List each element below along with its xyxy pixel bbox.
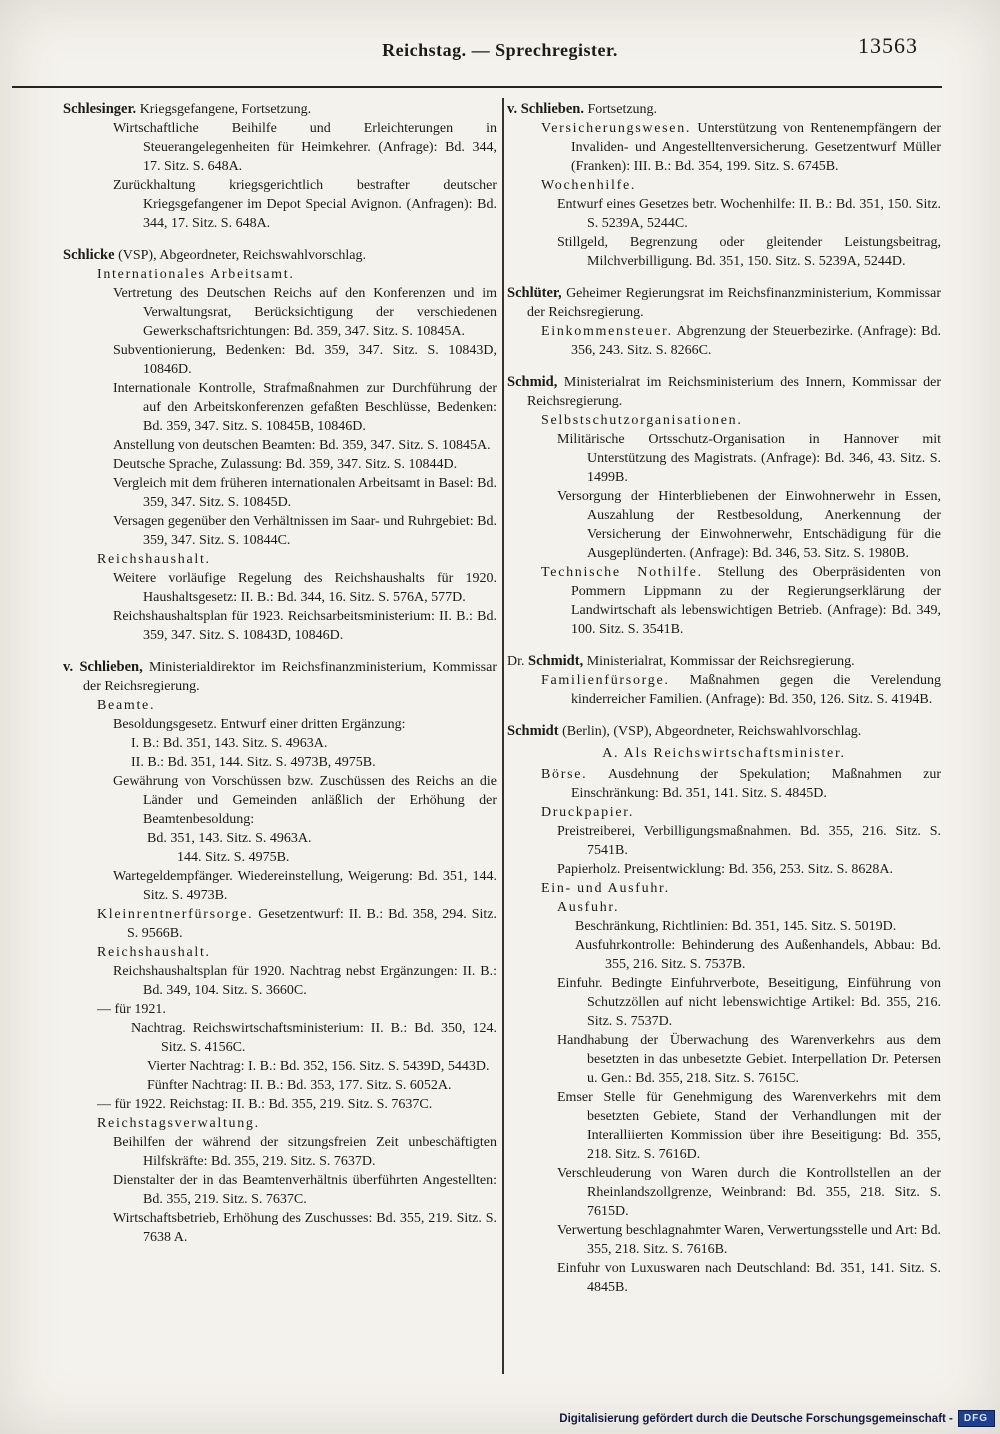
dfg-logo: DFG bbox=[958, 1410, 995, 1427]
entry-head-name: Schmid, bbox=[507, 374, 558, 390]
entry-line: Wirtschaftliche Beihilfe und Erleichterungen in Steuerangelegenheiten für Heimkehrer. (Anfrage): Bd. 344, 17. Sitz. S. 648A. bbox=[113, 121, 497, 174]
spaced-subject: Selbstschutzorganisationen. bbox=[541, 413, 743, 428]
header-rule bbox=[12, 86, 942, 88]
spaced-subject: Reichshaushalt. bbox=[97, 945, 211, 960]
entry-line: Nachtrag. Reichswirtschaftsministerium: II. B.: Bd. 350, 124. Sitz. S. 4156C. bbox=[131, 1021, 497, 1055]
spaced-subject: Börse. bbox=[541, 767, 588, 782]
entry-head: Dr. Schmidt, Ministerialrat, Kommissar der Reichsregierung. bbox=[507, 653, 855, 669]
entry-line: Beihilfen der während der sitzungsfreien Zeit unbeschäftigten Hilfskräfte: Bd. 355, 219. Sitz. S. 7637D. bbox=[113, 1135, 497, 1169]
index-columns bbox=[63, 98, 941, 1374]
entry-subject-heading bbox=[507, 411, 941, 430]
entry-line: 144. Sitz. S. 4975B. bbox=[177, 850, 290, 865]
spaced-subject: Druckpapier. bbox=[541, 805, 635, 820]
page-header-title: Reichstag. — Sprechregister. bbox=[382, 40, 618, 60]
spaced-subject: Internationales Arbeitsamt. bbox=[97, 267, 295, 282]
entry-line: Besoldungsgesetz. Entwurf einer dritten Ergänzung: bbox=[113, 717, 406, 732]
index-entry bbox=[507, 100, 941, 271]
entry-line: Anstellung von deutschen Beamten: Bd. 359, 347. Sitz. S. 10845A. bbox=[113, 438, 491, 453]
entry-line: Börse. Ausdehnung der Spekulation; Maßnahmen zur Einschränkung: Bd. 351, 141. Sitz. S. 4845D. bbox=[541, 767, 941, 801]
entry-line: Stillgeld, Begrenzung oder gleitender Leistungsbeitrag, Milchverbilligung. Bd. 351, 150. Sitz. S. 5239A, 5244D. bbox=[557, 235, 941, 269]
entry-line: Subventionierung, Bedenken: Bd. 359, 347. Sitz. S. 10843D, 10846D. bbox=[113, 343, 497, 377]
entry-subject-heading bbox=[507, 898, 941, 917]
entry-line: — für 1921. bbox=[97, 1002, 166, 1017]
entry-head-name: Schlüter, bbox=[507, 285, 562, 301]
entry-line: Entwurf eines Gesetzes betr. Wochenhilfe: II. B.: Bd. 351, 150. Sitz. S. 5239A, 5244C. bbox=[557, 197, 941, 231]
entry-line: — für 1922. Reichstag: II. B.: Bd. 355, 219. Sitz. S. 7637C. bbox=[97, 1097, 433, 1112]
entry-line: Militärische Ortsschutz-Organisation in Hannover mit Unterstützung des Magistrats. (Anfrage): Bd. 346, 43. Sitz. S. 1499B. bbox=[557, 432, 941, 485]
entry-line: Versagen gegenüber den Verhältnissen im Saar- und Ruhrgebiet: Bd. 359, 347. Sitz. S. 10844C. bbox=[113, 514, 497, 548]
spaced-subject: Kleinrentnerfürsorge. bbox=[97, 907, 254, 922]
entry-head-name: v. Schlieben. bbox=[507, 101, 584, 117]
entry-subject-heading bbox=[63, 265, 497, 284]
spaced-subject: Ein- und Ausfuhr. bbox=[541, 881, 670, 896]
entry-line: II. B.: Bd. 351, 144. Sitz. S. 4973B, 4975B. bbox=[131, 755, 376, 770]
entry-head-name: Schlicke bbox=[63, 247, 115, 263]
entry-line: Wartegeldempfänger. Wiedereinstellung, Weigerung: Bd. 351, 144. Sitz. S. 4973B. bbox=[113, 869, 497, 903]
spaced-subject: Wochenhilfe. bbox=[541, 178, 637, 193]
footer-text: Digitalisierung gefördert durch die Deutsche Forschungsgemeinschaft - bbox=[559, 1412, 953, 1425]
spaced-subject: Reichshaushalt. bbox=[97, 552, 211, 567]
entry-line: Verschleuderung von Waren durch die Kontrollstellen an der Rheinlandszollgrenze, Weinbrand: Bd. 355, 218. Sitz. S. 7615D. bbox=[557, 1166, 941, 1219]
entry-line: I. B.: Bd. 351, 143. Sitz. S. 4963A. bbox=[131, 736, 328, 751]
entry-head-name: v. Schlieben, bbox=[63, 659, 143, 675]
entry-head: Schlicke (VSP), Abgeordneter, Reichswahlvorschlag. bbox=[63, 247, 366, 263]
entry-head-name: Schlesinger. bbox=[63, 101, 137, 117]
entry-line: Einfuhr. Bedingte Einfuhrverbote, Beseitigung, Einführung von Schutzzöllen auf nicht lebenswichtige Artikel: Bd. 355, 216. Sitz. S. 7537D. bbox=[557, 976, 941, 1029]
index-entry bbox=[63, 658, 497, 1247]
entry-line: Preistreiberei, Verbilligungsmaßnahmen. Bd. 355, 216. Sitz. S. 7541B. bbox=[557, 824, 941, 858]
entry-head-name: Schmidt, bbox=[528, 653, 584, 669]
column-divider bbox=[502, 98, 504, 1374]
entry-line: Einfuhr von Luxuswaren nach Deutschland: Bd. 351, 141. Sitz. S. 4845B. bbox=[557, 1261, 941, 1295]
index-entry bbox=[507, 652, 941, 709]
spaced-subject: Versicherungswesen. bbox=[541, 121, 692, 136]
index-entry bbox=[63, 100, 497, 233]
index-entry bbox=[507, 284, 941, 360]
entry-subject-heading bbox=[507, 803, 941, 822]
entry-line: Versorgung der Hinterbliebenen der Einwohnerwehr in Essen, Auszahlung der Restbesoldung, Anerkennung der Versicherung der Einwohnerwehr, Entschädigung für die Ausgeplünderten. (Anfrage): Bd. 346, 53. Sitz. S. 1980B. bbox=[557, 489, 941, 561]
page-number: 13563 bbox=[858, 33, 918, 58]
spaced-subject: Beamte. bbox=[97, 698, 156, 713]
entry-subject-heading bbox=[507, 879, 941, 898]
entry-subject-heading bbox=[63, 1114, 497, 1133]
index-entry bbox=[63, 246, 497, 645]
index-entry bbox=[507, 722, 941, 1297]
entry-line: Familienfürsorge. Maßnahmen gegen die Verelendung kinderreicher Familien. (Anfrage): Bd. 350, 126. Sitz. S. 4194B. bbox=[541, 673, 941, 707]
entry-line: Einkommensteuer. Abgrenzung der Steuerbezirke. (Anfrage): Bd. 356, 243. Sitz. S. 8266C. bbox=[541, 324, 941, 358]
entry-line: Zurückhaltung kriegsgerichtlich bestrafter deutscher Kriegsgefangener im Depot Special Avignon. (Anfragen): Bd. 344, 17. Sitz. S. 648A. bbox=[113, 178, 497, 231]
entry-head-name: Schmidt bbox=[507, 723, 559, 739]
entry-line: Versicherungswesen. Unterstützung von Rentenempfängern der Invaliden- und Angestelltenversicherung. Gesetzentwurf Müller (Franken): III. B.: Bd. 354, 199. Sitz. S. 6745B. bbox=[541, 121, 941, 174]
spaced-subject: A. Als Reichswirtschaftsminister. bbox=[602, 746, 846, 761]
digitization-footer bbox=[559, 1410, 995, 1427]
entry-line: Beschränkung, Richtlinien: Bd. 351, 145. Sitz. S. 5019D. bbox=[575, 919, 897, 934]
entry-line: Technische Nothilfe. Stellung des Oberpräsidenten von Pommern Lippmann zu der Regierungserklärung der Landwirtschaft als lebenswichtigen Betrieb. (Anfrage): Bd. 349, 100. Sitz. S. 3541B. bbox=[541, 565, 941, 637]
entry-line: Reichshaushaltsplan für 1923. Reichsarbeitsministerium: II. B.: Bd. 359, 347. Sitz. S. 10843D, 10846D. bbox=[113, 609, 497, 643]
entry-head: v. Schlieben, Ministerialdirektor im Reichsfinanzministerium, Kommissar der Reichsregierung. bbox=[63, 659, 498, 694]
left-column bbox=[63, 98, 497, 1247]
entry-subject-heading bbox=[507, 744, 941, 763]
spaced-subject: Technische Nothilfe. bbox=[541, 565, 703, 580]
entry-line: Reichshaushaltsplan für 1920. Nachtrag nebst Ergänzungen: II. B.: Bd. 349, 104. Sitz. S. 3660C. bbox=[113, 964, 497, 998]
spaced-subject: Ausfuhr. bbox=[557, 900, 620, 915]
entry-line: Bd. 351, 143. Sitz. S. 4963A. bbox=[147, 831, 312, 846]
entry-line: Internationale Kontrolle, Strafmaßnahmen zur Durchführung der auf den Arbeitskonferenzen gefaßten Beschlüsse, Bedenken: Bd. 359, 347. Sitz. S. 10845B, 10846D. bbox=[113, 381, 497, 434]
entry-line: Vertretung des Deutschen Reichs auf den Konferenzen und im Verwaltungsrat, Berücksichtigung der verschiedenen Gewerkschaftsrichtungen: Bd. 359, 347. Sitz. S. 10845A. bbox=[113, 286, 497, 339]
entry-line: Vierter Nachtrag: I. B.: Bd. 352, 156. Sitz. S. 5439D, 5443D. bbox=[147, 1059, 490, 1074]
entry-line: Emser Stelle für Genehmigung des Warenverkehrs mit dem besetzten Gebiete, Stand der Verhandlungen mit der Interalliierten Kommission über ihre Beseitigung: Bd. 355, 218. Sitz. S. 7616D. bbox=[557, 1090, 941, 1162]
entry-line: Papierholz. Preisentwicklung: Bd. 356, 253. Sitz. S. 8628A. bbox=[557, 862, 893, 877]
entry-line: Dienstalter der in das Beamtenverhältnis überführten Angestellten: Bd. 355, 219. Sitz. S. 7637C. bbox=[113, 1173, 497, 1207]
entry-line: Fünfter Nachtrag: II. B.: Bd. 353, 177. Sitz. S. 6052A. bbox=[147, 1078, 452, 1093]
entry-line: Gewährung von Vorschüssen bzw. Zuschüssen des Reichs an die Länder und Gemeinden anläßlich der Erhöhung der Beamtenbesoldung: bbox=[113, 774, 497, 827]
entry-line: Kleinrentnerfürsorge. Gesetzentwurf: II. B.: Bd. 358, 294. Sitz. S. 9566B. bbox=[97, 907, 497, 941]
entry-head: Schmid, Ministerialrat im Reichsministerium des Innern, Kommissar der Reichsregierung. bbox=[507, 374, 941, 409]
entry-head: Schlesinger. Kriegsgefangene, Fortsetzung. bbox=[63, 101, 312, 117]
entry-line: Vergleich mit dem früheren internationalen Arbeitsamt in Basel: Bd. 359, 347. Sitz. S. 10845D. bbox=[113, 476, 497, 510]
entry-head-prefix: Dr. bbox=[507, 654, 528, 669]
spaced-subject: Familienfürsorge. bbox=[541, 673, 670, 688]
entry-head: Schmidt (Berlin), (VSP), Abgeordneter, Reichswahlvorschlag. bbox=[507, 723, 862, 739]
spaced-subject: Einkommensteuer. bbox=[541, 324, 673, 339]
entry-line: Ausfuhrkontrolle: Behinderung des Außenhandels, Abbau: Bd. 355, 216. Sitz. S. 7537B. bbox=[575, 938, 941, 972]
entry-subject-heading bbox=[507, 176, 941, 195]
entry-head: v. Schlieben. Fortsetzung. bbox=[507, 101, 658, 117]
spaced-subject: Reichstagsverwaltung. bbox=[97, 1116, 260, 1131]
entry-line: Verwertung beschlagnahmter Waren, Verwertungsstelle und Art: Bd. 355, 218. Sitz. S. 7616B. bbox=[557, 1223, 941, 1257]
entry-subject-heading bbox=[63, 550, 497, 569]
entry-line: Weitere vorläufige Regelung des Reichshaushalts für 1920. Haushaltsgesetz: II. B.: Bd. 344, 16. Sitz. S. 576A, 577D. bbox=[113, 571, 497, 605]
entry-subject-heading bbox=[63, 696, 497, 715]
entry-line: Wirtschaftsbetrieb, Erhöhung des Zuschusses: Bd. 355, 219. Sitz. S. 7638 A. bbox=[113, 1211, 497, 1245]
right-column bbox=[507, 98, 941, 1297]
index-entry bbox=[507, 373, 941, 639]
entry-line: Handhabung der Überwachung des Warenverkehrs aus dem besetzten in das unbesetzte Gebiet. Interpellation Dr. Petersen u. Gen.: Bd. 355, 218. Sitz. S. 7615C. bbox=[557, 1033, 941, 1086]
entry-subject-heading bbox=[63, 943, 497, 962]
entry-line: Deutsche Sprache, Zulassung: Bd. 359, 347. Sitz. S. 10844D. bbox=[113, 457, 458, 472]
entry-head: Schlüter, Geheimer Regierungsrat im Reichsfinanzministerium, Kommissar der Reichsregierung. bbox=[507, 285, 941, 320]
